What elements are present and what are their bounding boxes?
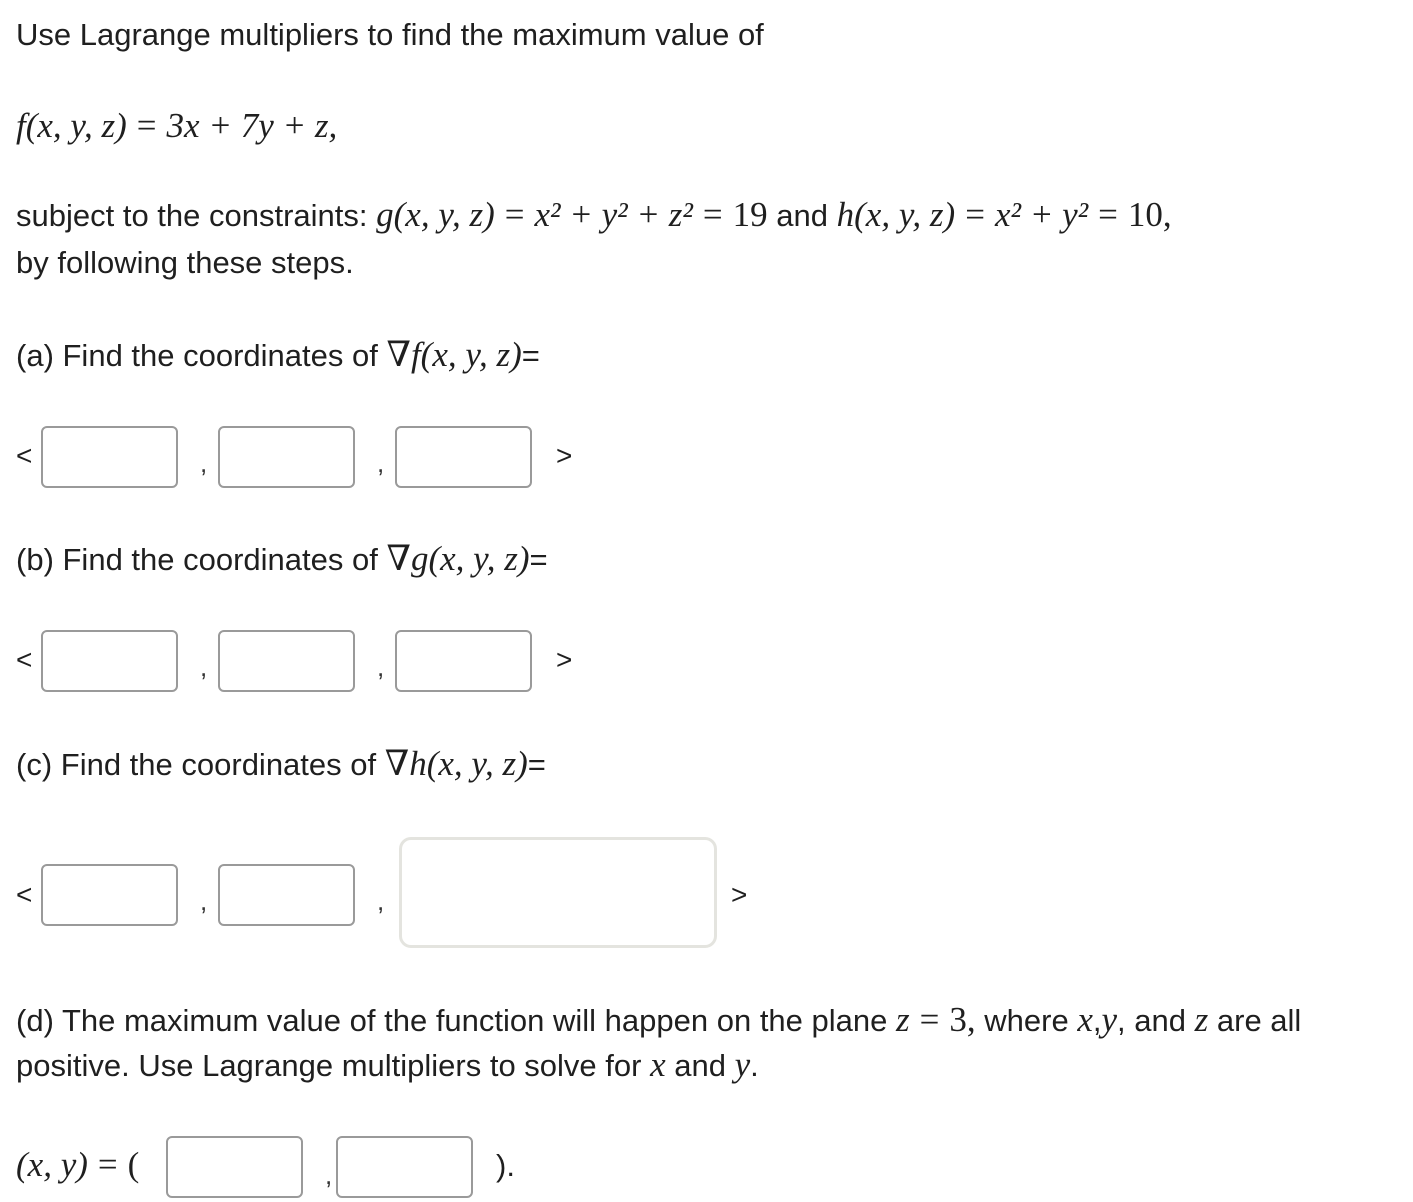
comma-c2: , [377,886,385,916]
part-a-prompt [16,335,540,375]
vector-close-b: > [556,644,573,675]
grad-g-z-input[interactable] [395,630,532,692]
part-c-suffix: = [527,747,546,782]
var-x2: x [650,1045,666,1084]
comma-b2: , [377,652,385,682]
part-b-prompt [16,539,548,579]
part-d-and: and [1134,1003,1187,1038]
h-expression: x² + y² [994,195,1089,234]
nabla-icon: ∇ [386,539,411,578]
comma-c1: , [200,886,208,916]
grad-f-z-input[interactable] [395,426,532,488]
part-a-suffix: = [521,338,540,373]
var-y: y [1101,1000,1118,1039]
comma-a1: , [200,448,208,478]
grad-f-y-input[interactable] [218,426,355,488]
constraints-prefix: subject to the constraints: [16,198,368,233]
plane-eq: = [919,1000,940,1039]
grad-h-z-input[interactable] [399,837,717,948]
part-d-and2: and [674,1048,726,1083]
g-expression: x² + y² + z² [534,195,693,234]
part-c-function: h(x, y, z) [409,744,528,783]
part-b-function: g(x, y, z) [410,539,530,578]
part-c-prompt [16,744,546,784]
nabla-icon: ∇ [386,335,411,374]
vector-open-b: < [16,644,33,675]
f-lhs: f(x, y, z) [16,106,127,145]
part-b-label: (b) Find the coordinates of [16,542,378,577]
constraints-and: and [776,198,828,233]
comma-b1: , [200,652,208,682]
g-value-eq: = [702,195,723,234]
var-z: z [1194,1000,1209,1039]
vector-open-c: < [16,879,33,910]
grad-h-y-input[interactable] [218,864,355,926]
var-y2: y [734,1045,751,1084]
answer-open-paren: ( [127,1145,140,1184]
g-function: g(x, y, z) [376,195,495,234]
answer-close-paren: ). [496,1148,515,1183]
part-d-text-a: (d) The maximum value of the function will happen on the plane [16,1003,888,1038]
nabla-icon: ∇ [384,744,410,783]
constraints-line [16,195,1172,235]
part-d-line2 [16,1045,759,1085]
var-x: x [1077,1000,1093,1039]
h-eq: = [965,195,985,234]
part-a-function: f(x, y, z) [410,335,522,374]
grad-g-x-input[interactable] [41,630,178,692]
part-d-line1: (d) The maximum value of the function will happen on the plane z = 3, where x,y, and z are all [16,1000,1302,1039]
answer-eq: = [97,1145,118,1184]
answer-lhs [16,1145,139,1185]
f-eq: = [136,106,157,145]
f-definition [16,106,337,146]
g-value: 19 [732,195,768,234]
part-d-text-b: where [984,1003,1069,1038]
comma-a2: , [377,448,385,478]
h-function: h(x, y, z) [836,195,956,234]
comma-d1: , [325,1160,333,1190]
constraints-tail: by following these steps. [16,245,354,280]
answer-y-input[interactable] [336,1136,473,1198]
vector-open-a: < [16,440,33,471]
grad-g-y-input[interactable] [218,630,355,692]
g-eq: = [504,195,525,234]
h-value-eq: = [1098,195,1118,234]
plane-z: z [896,1000,910,1039]
answer-x-input[interactable] [166,1136,303,1198]
grad-f-x-input[interactable] [41,426,178,488]
part-d-text-c: are all [1216,1003,1302,1038]
part-d-period: . [750,1048,759,1083]
plane-value: 3, [949,1000,976,1039]
f-rhs: 3x + 7y + z, [166,106,338,145]
vector-close-a: > [556,440,573,471]
intro-text: Use Lagrange multipliers to find the maximum value of [16,17,764,52]
part-b-suffix: = [529,542,548,577]
grad-h-x-input[interactable] [41,864,178,926]
answer-xy: (x, y) [16,1145,88,1184]
part-c-label: (c) Find the coordinates of [16,747,377,782]
part-d-text-d: positive. Use Lagrange multipliers to solve for [16,1048,642,1083]
h-value: 10, [1127,195,1172,234]
vector-close-c: > [731,879,748,910]
part-a-label: (a) Find the coordinates of [16,338,378,373]
